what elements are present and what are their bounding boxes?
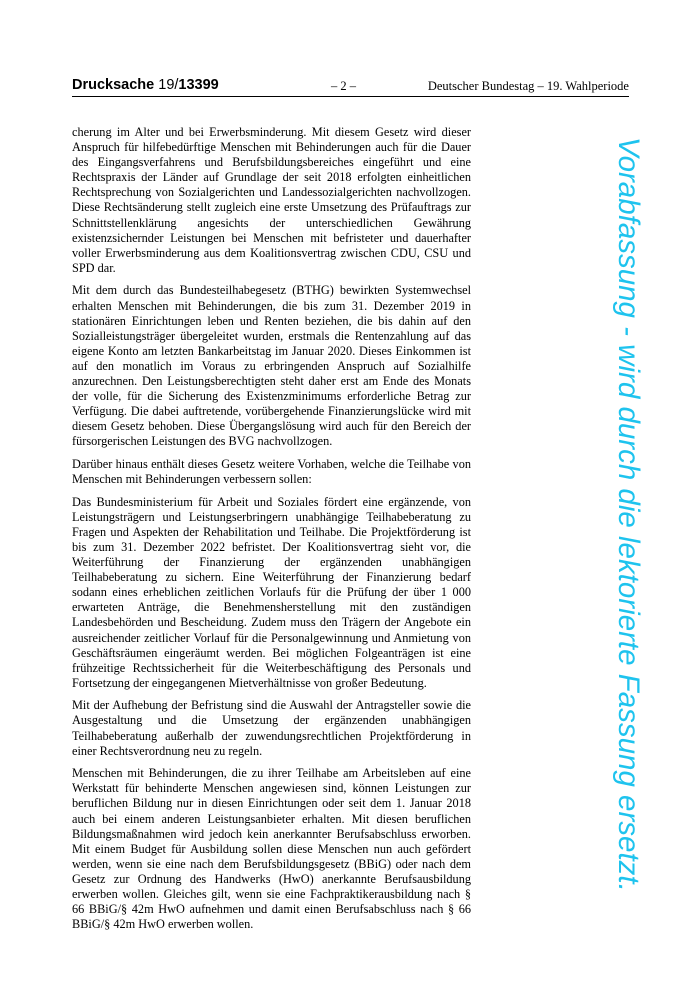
page-header — [72, 77, 629, 95]
draft-watermark: Vorabfassung - wird durch die lektorierte Fassung ersetzt. — [612, 137, 645, 892]
doc-label: Drucksache — [72, 77, 155, 93]
page-number: – 2 – — [331, 79, 356, 93]
paragraph: Mit dem durch das Bundesteilhabegesetz (BTHG) bewirkten Systemwechsel erhalten Menschen mit Behinderungen, die bis zum 31. Dezember 2019 in stationären Einrichtungen leben und Renten beziehen, die bis dahin auf den Sozialleistungsträger übergeleitet wurden, erstmals die Rentenzahlung auf das eigene Konto am letzten Bankarbeitstag im Januar 2020. Dieses Einkommen ist auf den monatlich im Voraus zu erbringenden Anspruch auf Sozialhilfe anzurechnen. Den Leistungsberechtigten steht daher erst am Ende des Monats der volle, für die Sicherung des Existenzminimums erforderliche Betrag zur Verfügung. Die dabei auftretende, vorübergehende Finanzierungslücke wird mit diesem Gesetz behoben. Diese Übergangslösung wird auch für den Bereich der fürsorgerischen Leistungen des BVG nachvollzogen. — [72, 283, 471, 449]
document-number — [72, 77, 219, 93]
doc-number-prefix: 19/ — [158, 77, 179, 93]
paragraph: Menschen mit Behinderungen, die zu ihrer Teilhabe am Arbeitsleben auf eine Werkstatt für behinderte Menschen angewiesen sind, können Leistungen zur beruflichen Bildung nur in diesen Einrichtungen oder seit dem 1. Januar 2018 auch bei einem anderen Leistungsanbieter erhalten. Mit diesen beruflichen Bildungsmaßnahmen wird jedoch kein anerkannter Berufsabschluss erworben. Mit einem Budget für Ausbildung sollen diese Menschen nun auch gefördert werden, wenn sie eine nach dem Berufsbildungsgesetz (BBiG) oder nach dem Gesetz zur Ordnung des Handwerks (HwO) anerkannte Berufsausbildung erwerben wollen. Gleiches gilt, wenn sie eine Fachpraktikerausbildung nach § 66 BBiG/§ 42m HwO aufnehmen und damit einen Berufsabschluss nach § 66 BBiG/§ 42m HwO erwerben wollen. — [72, 766, 471, 932]
paragraph: Das Bundesministerium für Arbeit und Soziales fördert eine ergänzende, von Leistungsträgern und Leistungserbringern unabhängige Teilhabeberatung zu Fragen und Aspekten der Rehabilitation und Teilhabe. Die Projektförderung ist bis zum 31. Dezember 2022 befristet. Der Koalitionsvertrag sieht vor, die Weiterführung der Finanzierung der ergänzenden unabhängigen Teilhabeberatung zu sichern. Eine Weiterführung der Finanzierung bedarf sodann eines erheblichen zeitlichen Vorlaufs für die Prüfung der über 1 000 erwarteten Anträge, die Benehmensherstellung mit den zuständigen Landesbehörden und Bescheidung. Zudem muss den Trägern der Angebote ein ausreichender zeitlicher Vorlauf für die Personalgewinnung und Anmietung von Geschäftsräumen eingeräumt werden. Bei möglichen Folgeanträgen ist eine frühzeitige Rechtssicherheit für die Weiterbeschäftigung des Personals und Fortsetzung der eingegangenen Mietverhältnisse von großer Bedeutung. — [72, 494, 471, 690]
paragraph: Darüber hinaus enthält dieses Gesetz weitere Vorhaben, welche die Teilhabe von Menschen mit Behinderungen verbessern sollen: — [72, 456, 471, 487]
document-body — [72, 125, 471, 940]
paragraph: Mit der Aufhebung der Befristung sind die Auswahl der Antragsteller sowie die Ausgestaltung und die Umsetzung der ergänzenden unabhängigen Teilhabeberatung außerhalb der zuwendungsrechtlichen Projektförderung in einer Rechtsverordnung neu zu regeln. — [72, 698, 471, 758]
paragraph: cherung im Alter und bei Erwerbsminderung. Mit diesem Gesetz wird dieser Anspruch für hilfebedürftige Menschen mit Behinderungen auch für die Dauer des Eingangsverfahrens und Berufsbildungsbereiches eingeführt und eine Rechtspraxis der Länder auf Grundlage der seit 2018 erfolgten einheitlichen Rechtsprechung von Sozialgerichten und Landessozialgerichten nachvollzogen. Diese Rechtsänderung stellt zugleich eine erste Umsetzung des Prüfauftrags zur Schnittstellenklärung angesichts der unterschiedlichen Gewährung existenzsichernder Leistungen bei Menschen mit befristeter und dauerhafter voller Erwerbsminderung aus dem Koalitionsvertrag zwischen CDU, CSU und SPD dar. — [72, 125, 471, 275]
header-rule — [72, 96, 629, 97]
doc-number: 13399 — [178, 77, 219, 93]
header-institution: Deutscher Bundestag – 19. Wahlperiode — [427, 79, 629, 93]
